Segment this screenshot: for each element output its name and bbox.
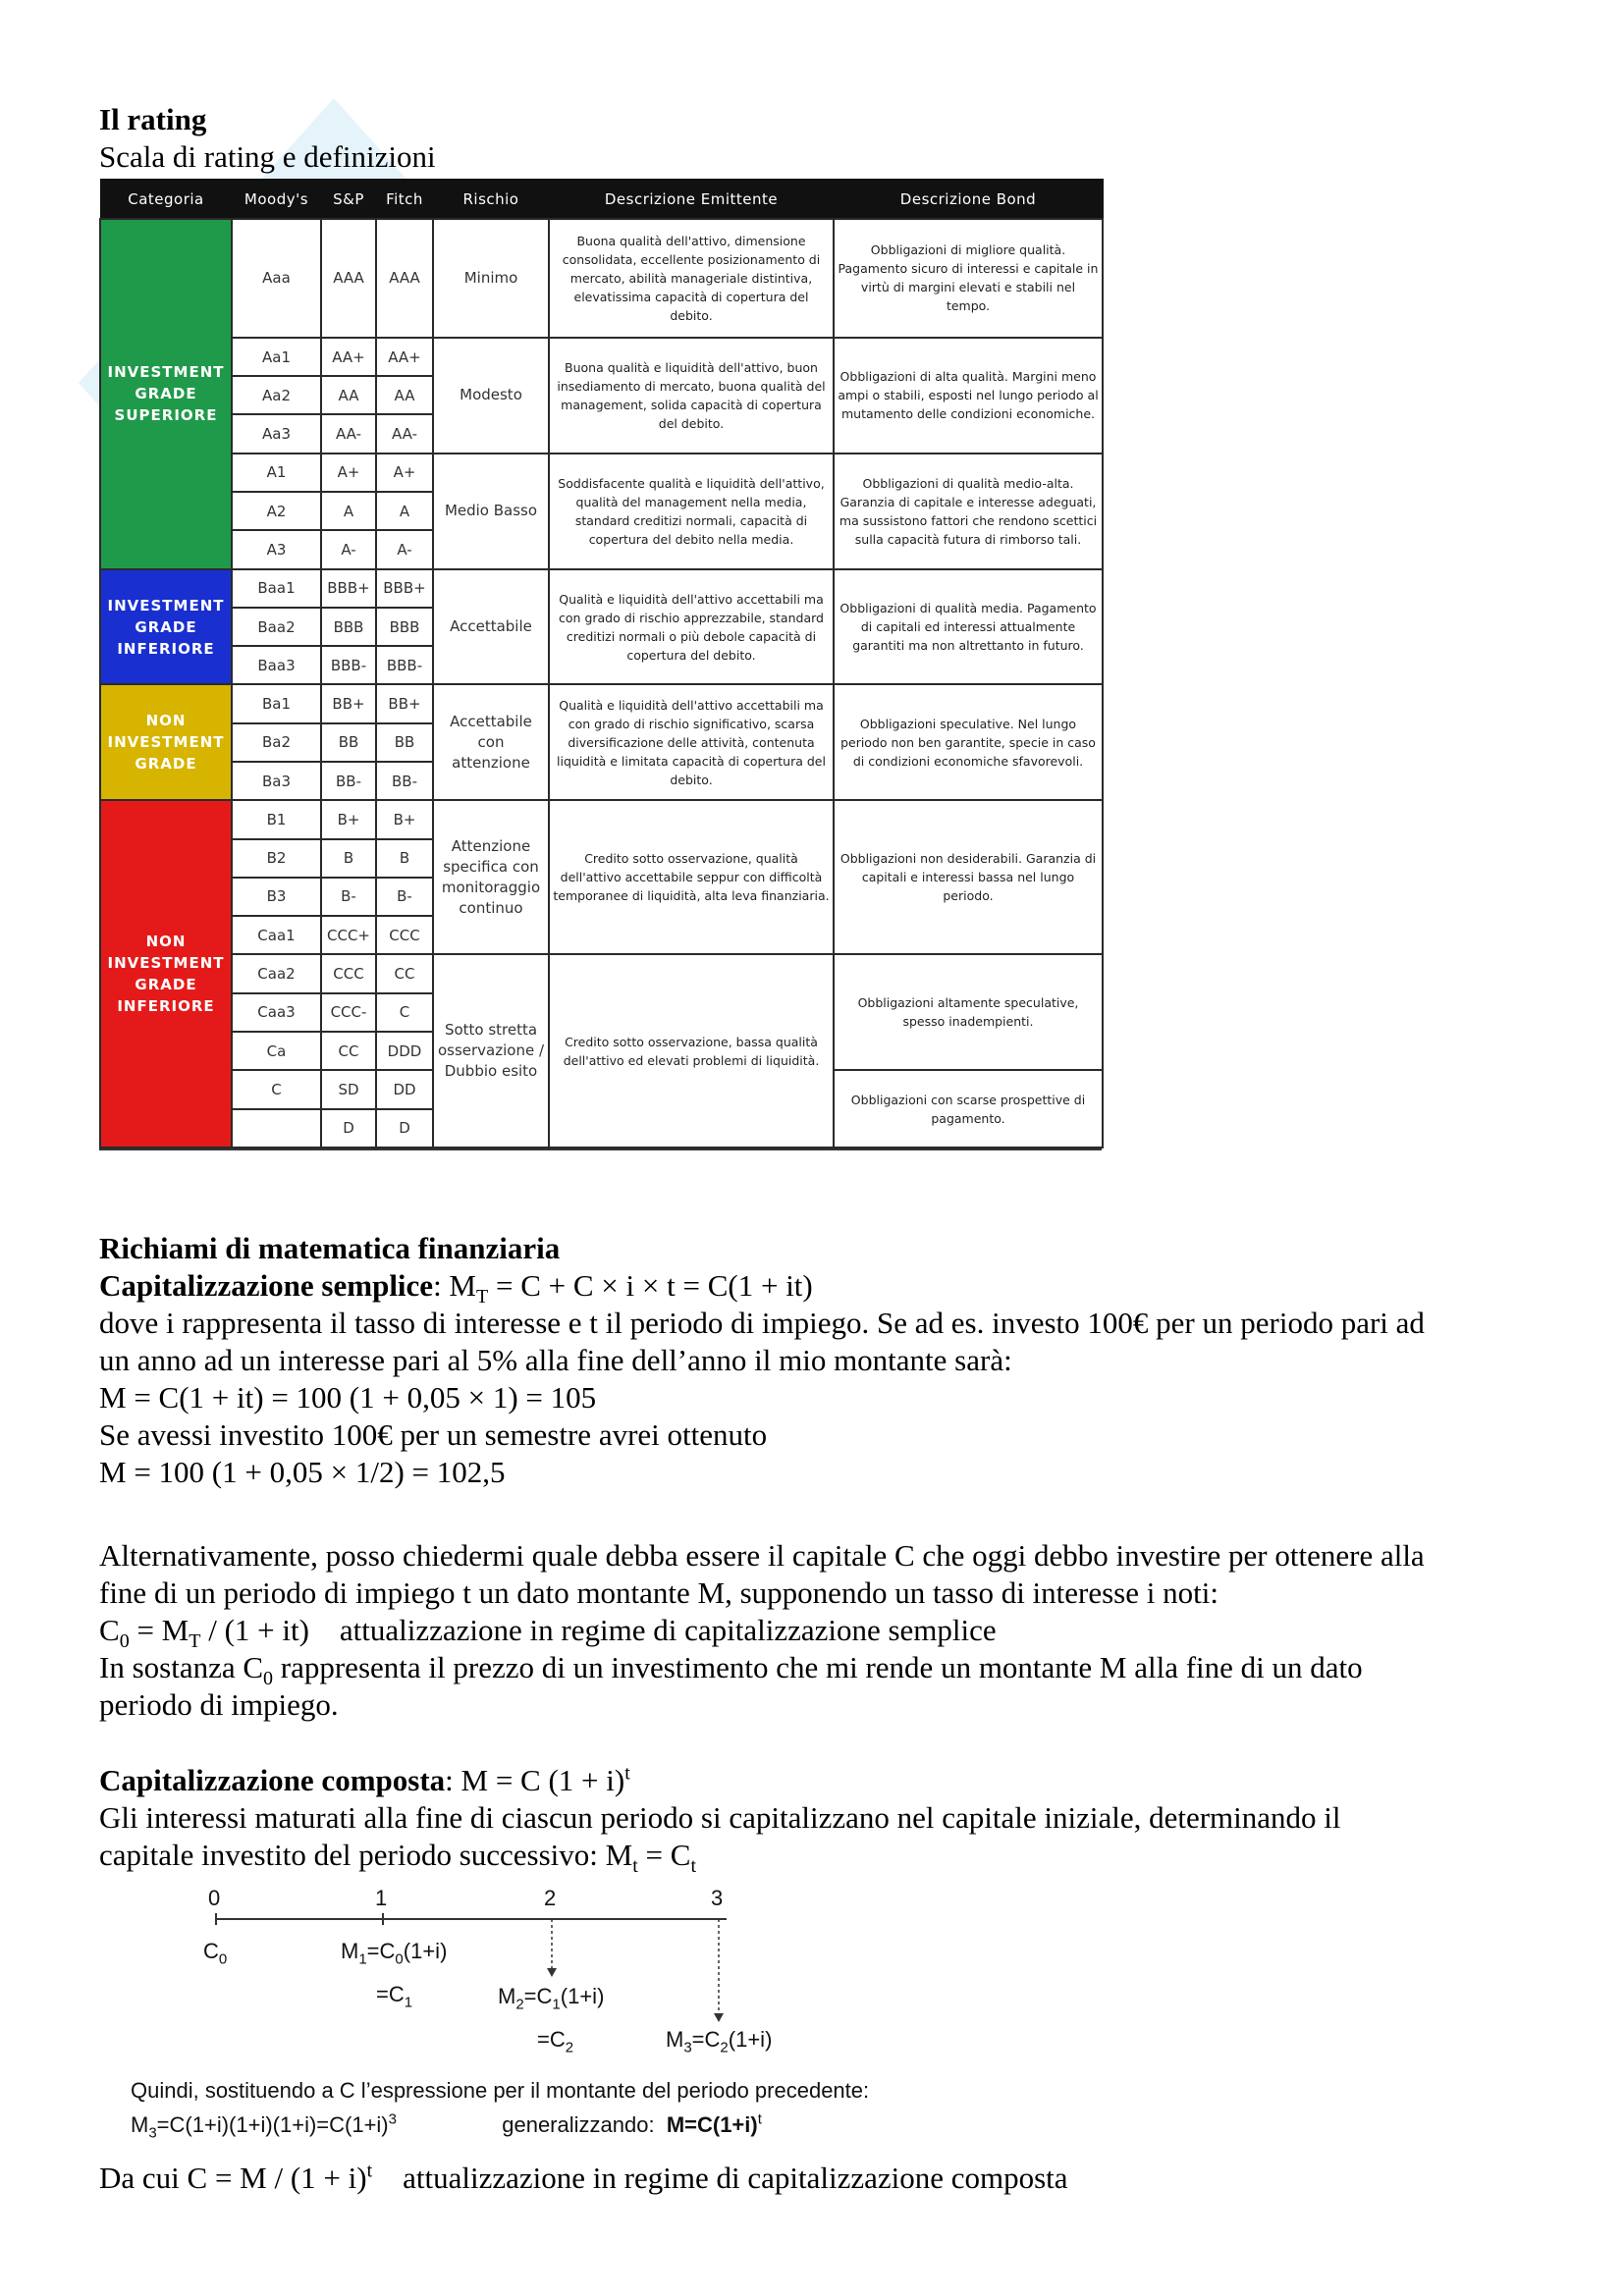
text-part: In sostanza C	[99, 1650, 264, 1684]
text-part: = C	[637, 1838, 691, 1872]
tick-label: 2	[544, 1886, 557, 1910]
moodys-rating: C	[232, 1070, 321, 1108]
formula-sub: t	[632, 1855, 638, 1878]
formula-sup: t	[366, 2160, 373, 2182]
fitch-rating: AA-	[376, 414, 433, 453]
moodys-rating: Baa1	[232, 569, 321, 608]
fitch-rating: AAA	[376, 219, 433, 338]
fitch-rating: DDD	[376, 1032, 433, 1070]
col-header-fitch: Fitch	[376, 180, 433, 220]
s: 0	[395, 1950, 404, 1968]
sp-rating: CC	[321, 1032, 376, 1070]
issuer-description: Buona qualità e liquidità dell'attivo, buon insediamento di mercato, buona qualità del management, solida capacità di copertura del debito.	[549, 338, 834, 454]
moodys-rating: Caa1	[232, 916, 321, 954]
s: 3	[388, 2110, 397, 2128]
risk-label: Sotto stretta osservazione / Dubbio esito	[433, 954, 549, 1148]
bond-description: Obbligazioni di qualità medio-alta. Garanzia di capitale e interesse adeguati, ma sussistono fattori che rendono scettici sulla capacità futura di rimborso tali.	[834, 454, 1103, 569]
moodys-rating: Aa3	[232, 414, 321, 453]
formula-part: = C + C × i × t = C(1 + it)	[488, 1268, 813, 1303]
formula-part: attualizzazione in regime di capitalizzazione composta	[372, 2161, 1068, 2195]
s: 1	[358, 1950, 367, 1968]
sp-rating: AA	[321, 376, 376, 414]
col-header-rischio: Rischio	[433, 180, 549, 220]
bond-description: Obbligazioni speculative. Nel lungo periodo non ben garantite, specie in caso di condizioni economiche sfavorevoli.	[834, 684, 1103, 800]
table-row	[100, 338, 1103, 376]
moodys-rating: A1	[232, 454, 321, 492]
label-m2	[498, 1984, 605, 2013]
issuer-description: Buona qualità dell'attivo, dimensione consolidata, eccellente posizionamento di mercato, abilità manageriale distintiva, elevatissima capacità di copertura del debito.	[549, 219, 834, 338]
compound-section	[99, 1762, 1341, 1878]
t: M	[341, 1939, 359, 1963]
sp-rating: A	[321, 492, 376, 530]
t: generalizzando:	[502, 2112, 655, 2137]
col-header-categoria: Categoria	[100, 180, 232, 220]
moodys-rating: Aa1	[232, 338, 321, 376]
discount-formula-line	[99, 1612, 1425, 1653]
text-part: rappresenta il prezzo di un investimento che mi rende un montante M alla fine di un dato	[273, 1650, 1363, 1684]
risk-label: Minimo	[433, 219, 549, 338]
tick-label: 3	[711, 1886, 724, 1910]
sp-rating: A-	[321, 530, 376, 568]
compound-label: Capitalizzazione composta	[99, 1763, 446, 1797]
formula-sub: 0	[263, 1668, 274, 1690]
fitch-rating: D	[376, 1109, 433, 1148]
page-title: Il rating	[99, 102, 207, 136]
issuer-description: Qualità e liquidità dell'attivo accettabili ma con grado di rischio significativo, scarsa diversificazione delle attività, contenuta liquidità e limitata capacità di copertura del debito.	[549, 684, 834, 800]
fitch-rating: B+	[376, 800, 433, 838]
formula-sup: t	[624, 1762, 630, 1785]
sp-rating: BB+	[321, 684, 376, 722]
formula-part: = M	[129, 1613, 189, 1647]
s: 3	[148, 2124, 157, 2142]
issuer-description: Soddisfacente qualità e liquidità dell'attivo, qualità del management nella media, standard creditizi normali, capacità di copertura del debito nella media.	[549, 454, 834, 569]
sp-rating: CCC+	[321, 916, 376, 954]
fitch-rating: BBB-	[376, 646, 433, 684]
table-bottom-rule	[99, 1148, 1102, 1150]
moodys-rating: B2	[232, 839, 321, 878]
t: =C	[523, 1984, 553, 2008]
formula-part: : M	[433, 1268, 476, 1303]
paragraph-line: Se avessi investito 100€ per un semestre avrei ottenuto	[99, 1417, 768, 1452]
fitch-rating: AA+	[376, 338, 433, 376]
formula-line: M = C(1 + it) = 100 (1 + 0,05 × 1) = 105	[99, 1380, 597, 1415]
fitch-rating: BB	[376, 723, 433, 762]
moodys-rating: A3	[232, 530, 321, 568]
moodys-rating: B1	[232, 800, 321, 838]
sp-rating: BBB+	[321, 569, 376, 608]
risk-label: Accettabile con attenzione	[433, 684, 549, 800]
sp-rating: SD	[321, 1070, 376, 1108]
moodys-rating: Ba2	[232, 723, 321, 762]
header-row	[100, 180, 1103, 220]
risk-label: Attenzione specifica con monitoraggio continuo	[433, 800, 549, 954]
s: 3	[683, 2039, 692, 2056]
label-m1	[341, 1939, 448, 1968]
sp-rating: BB	[321, 723, 376, 762]
s: 0	[218, 1950, 228, 1968]
formula-part: C	[99, 1613, 120, 1647]
fitch-rating: B	[376, 839, 433, 878]
sp-rating: AAA	[321, 219, 376, 338]
bond-description: Obbligazioni non desiderabili. Garanzia di capitali e interessi bassa nel lungo periodo.	[834, 800, 1103, 954]
t: C	[203, 1939, 219, 1963]
discount-section	[99, 1537, 1425, 1724]
s: 2	[720, 2039, 729, 2056]
col-header-descrizione-emittente: Descrizione Emittente	[549, 180, 834, 220]
paragraph-line	[99, 1837, 1341, 1878]
sp-rating: A+	[321, 454, 376, 492]
risk-label: Modesto	[433, 338, 549, 454]
paragraph-line: periodo di impiego.	[99, 1687, 339, 1722]
label-m3	[666, 2027, 773, 2056]
paragraph-line: un anno ad un interesse pari al 5% alla fine dell’anno il mio montante sarà:	[99, 1343, 1012, 1377]
fitch-rating: A-	[376, 530, 433, 568]
issuer-description: Credito sotto osservazione, qualità dell'attivo accettabile seppur con difficoltà temporanee di liquidità, alta leva finanziaria.	[549, 800, 834, 954]
paragraph-line: dove i rappresenta il tasso di interesse e t il periodo di impiego. Se ad es. investo 100€ per un periodo pari ad	[99, 1306, 1425, 1340]
sp-rating: D	[321, 1109, 376, 1148]
simple-capitalization-line	[99, 1267, 1425, 1308]
compound-capitalization-line	[99, 1762, 1341, 1799]
col-header-moodys: Moody's	[232, 180, 321, 220]
heading-block	[99, 101, 436, 176]
fitch-rating: CC	[376, 954, 433, 992]
s: 2	[565, 2039, 574, 2056]
moodys-rating: Ba1	[232, 684, 321, 722]
section-title: Richiami di matematica finanziaria	[99, 1231, 561, 1265]
moodys-rating: Aa2	[232, 376, 321, 414]
fitch-rating: B-	[376, 878, 433, 916]
note-line: Quindi, sostituendo a C l’espressione per il montante del periodo precedente:	[131, 2078, 870, 2103]
moodys-rating: A2	[232, 492, 321, 530]
t: =C	[537, 2027, 566, 2052]
category-investment-grade-superiore: INVESTMENT GRADE SUPERIORE	[100, 219, 232, 569]
bond-description: Obbligazioni altamente speculative, spesso inadempienti.	[834, 954, 1103, 1070]
t: M	[498, 1984, 516, 2008]
col-header-sp: S&P	[321, 180, 376, 220]
sp-rating: AA-	[321, 414, 376, 453]
fitch-rating: C	[376, 993, 433, 1032]
moodys-rating: Caa3	[232, 993, 321, 1032]
sp-rating: B+	[321, 800, 376, 838]
moodys-rating: Ba3	[232, 762, 321, 800]
t: (1+i)	[728, 2027, 773, 2052]
moodys-rating: Aaa	[232, 219, 321, 338]
sp-rating: BBB	[321, 608, 376, 646]
t: (1+i)	[403, 1939, 448, 1963]
moodys-rating	[232, 1109, 321, 1148]
t: =C	[691, 2027, 721, 2052]
sp-rating: B-	[321, 878, 376, 916]
formula-line: M = 100 (1 + 0,05 × 1/2) = 102,5	[99, 1455, 506, 1489]
t: =C(1+i)(1+i)(1+i)=C(1+i)	[156, 2112, 389, 2137]
category-non-investment-grade: NON INVESTMENT GRADE	[100, 684, 232, 800]
fitch-rating: CCC	[376, 916, 433, 954]
category-non-investment-grade-inferiore: NON INVESTMENT GRADE INFERIORE	[100, 800, 232, 1148]
s: 1	[552, 1996, 561, 2013]
t: M	[131, 2112, 149, 2137]
text-part: capitale investito del periodo successivo: M	[99, 1838, 633, 1872]
s: 1	[404, 1994, 413, 2011]
table-row	[100, 219, 1103, 338]
fitch-rating: AA	[376, 376, 433, 414]
category-investment-grade-inferiore: INVESTMENT GRADE INFERIORE	[100, 569, 232, 685]
paragraph-line: fine di un periodo di impiego t un dato montante M, supponendo un tasso di interesse i noti:	[99, 1575, 1218, 1610]
s: 2	[515, 1996, 524, 2013]
fitch-rating: BBB+	[376, 569, 433, 608]
label-eq-c1	[376, 1982, 413, 2011]
math-section	[99, 1230, 1425, 1491]
moodys-rating: B3	[232, 878, 321, 916]
sp-rating: B	[321, 839, 376, 878]
page-subtitle: Scala di rating e definizioni	[99, 139, 436, 174]
t: =C	[366, 1939, 396, 1963]
sp-rating: AA+	[321, 338, 376, 376]
formula-sub: T	[476, 1286, 489, 1308]
label-eq-c2	[537, 2027, 574, 2056]
moodys-rating: Baa2	[232, 608, 321, 646]
rating-grid	[99, 179, 1104, 1148]
note-formula-line	[131, 2108, 869, 2142]
final-formula-line	[99, 2160, 1068, 2197]
table-row	[100, 454, 1103, 492]
paragraph-line: Alternativamente, posso chiedermi quale debba essere il capitale C che oggi debbo investire per ottenere alla	[99, 1538, 1425, 1573]
tick-label: 0	[208, 1886, 221, 1910]
tick-label: 1	[375, 1886, 388, 1910]
formula-part: / (1 + it) attualizzazione in regime di capitalizzazione semplice	[200, 1613, 997, 1647]
table-row	[100, 954, 1103, 992]
sp-rating: CCC-	[321, 993, 376, 1032]
formula-sub: t	[690, 1855, 697, 1878]
label-c0	[203, 1939, 228, 1968]
t: (1+i)	[560, 1984, 605, 2008]
bond-description: Obbligazioni di migliore qualità. Pagamento sicuro di interessi e capitale in virtù di margini elevati e stabili nel tempo.	[834, 219, 1103, 338]
moodys-rating: Baa3	[232, 646, 321, 684]
issuer-description: Qualità e liquidità dell'attivo accettabili ma con grado di rischio apprezzabile, standard creditizi normali o più debole capacità di copertura del debito.	[549, 569, 834, 685]
bond-description: Obbligazioni di qualità media. Pagamento di capitali ed interessi attualmente garantiti ma non altrettanto in futuro.	[834, 569, 1103, 685]
fitch-rating: BB-	[376, 762, 433, 800]
table-row	[100, 800, 1103, 838]
risk-label: Medio Basso	[433, 454, 549, 569]
col-header-descrizione-bond: Descrizione Bond	[834, 180, 1103, 220]
risk-label: Accettabile	[433, 569, 549, 685]
generalization-note	[131, 2073, 869, 2142]
formula-part: Da cui C = M / (1 + i)	[99, 2161, 367, 2195]
formula-sub: T	[189, 1630, 201, 1653]
paragraph-line	[99, 1649, 1425, 1690]
fitch-rating: DD	[376, 1070, 433, 1108]
sp-rating: BBB-	[321, 646, 376, 684]
t: =C	[376, 1982, 405, 2006]
rating-table	[99, 179, 1102, 1148]
fitch-rating: BB+	[376, 684, 433, 722]
s: t	[757, 2110, 762, 2128]
sp-rating: BB-	[321, 762, 376, 800]
bond-description: Obbligazioni di alta qualità. Margini meno ampi o stabili, esposti nel lungo periodo al mutamento delle condizioni economiche.	[834, 338, 1103, 454]
final-formula-block	[99, 2160, 1068, 2197]
fitch-rating: BBB	[376, 608, 433, 646]
t: M	[666, 2027, 684, 2052]
bond-description: Obbligazioni con scarse prospettive di pagamento.	[834, 1070, 1103, 1148]
sp-rating: CCC	[321, 954, 376, 992]
simple-label: Capitalizzazione semplice	[99, 1268, 434, 1303]
paragraph-line: Gli interessi maturati alla fine di ciascun periodo si capitalizzano nel capitale iniziale, determinando il	[99, 1800, 1341, 1835]
table-row	[100, 569, 1103, 608]
moodys-rating: Caa2	[232, 954, 321, 992]
fitch-rating: A	[376, 492, 433, 530]
moodys-rating: Ca	[232, 1032, 321, 1070]
formula-sub: 0	[119, 1630, 130, 1653]
formula-part: : M = C (1 + i)	[445, 1763, 625, 1797]
issuer-description: Credito sotto osservazione, bassa qualità dell'attivo ed elevati problemi di liquidità.	[549, 954, 834, 1148]
t: M=C(1+i)	[666, 2112, 758, 2137]
fitch-rating: A+	[376, 454, 433, 492]
table-row	[100, 684, 1103, 722]
